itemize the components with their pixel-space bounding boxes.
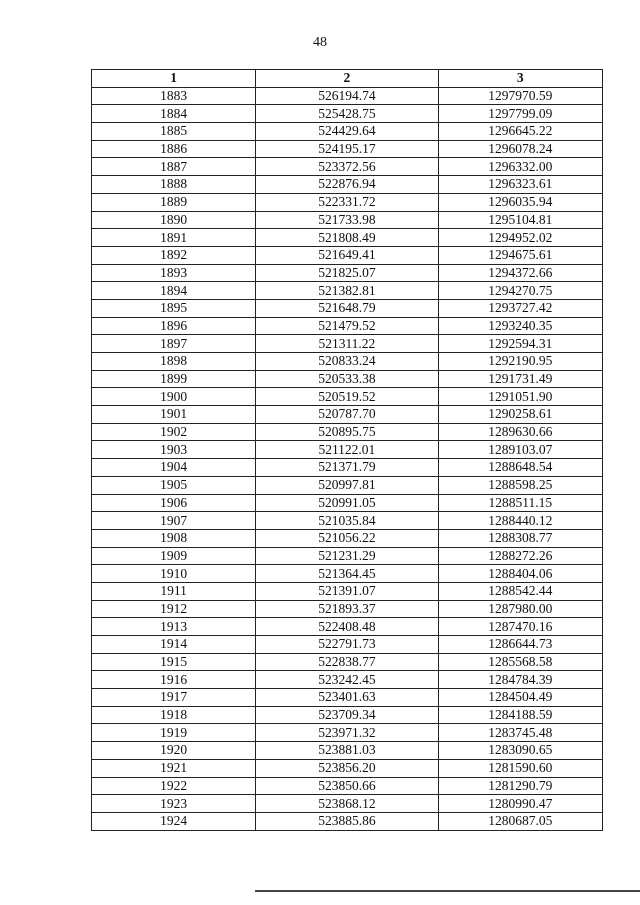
y-coordinate-cell: 1283745.48	[438, 724, 602, 742]
x-coordinate-cell: 524195.17	[256, 140, 438, 158]
x-coordinate-cell: 520991.05	[256, 494, 438, 512]
y-coordinate-cell: 1296332.00	[438, 158, 602, 176]
table-row	[92, 388, 603, 406]
y-coordinate-cell: 1294270.75	[438, 282, 602, 300]
point-number-cell: 1902	[92, 423, 256, 441]
x-coordinate-cell: 525428.75	[256, 105, 438, 123]
point-number-cell: 1920	[92, 742, 256, 760]
point-number-cell: 1897	[92, 335, 256, 353]
point-number-cell: 1891	[92, 229, 256, 247]
y-coordinate-cell: 1290258.61	[438, 406, 602, 424]
table-row	[92, 423, 603, 441]
table-row	[92, 105, 603, 123]
x-coordinate-cell: 522838.77	[256, 653, 438, 671]
point-number-cell: 1883	[92, 87, 256, 105]
x-coordinate-cell: 522408.48	[256, 618, 438, 636]
table-body	[92, 87, 603, 830]
table-row	[92, 671, 603, 689]
table-row	[92, 353, 603, 371]
table-row	[92, 777, 603, 795]
x-coordinate-cell: 523971.32	[256, 724, 438, 742]
x-coordinate-cell: 521035.84	[256, 512, 438, 530]
point-number-cell: 1904	[92, 459, 256, 477]
x-coordinate-cell: 520787.70	[256, 406, 438, 424]
x-coordinate-cell: 521311.22	[256, 335, 438, 353]
table-row	[92, 795, 603, 813]
y-coordinate-cell: 1296078.24	[438, 140, 602, 158]
table-row	[92, 441, 603, 459]
x-coordinate-cell: 523372.56	[256, 158, 438, 176]
point-number-cell: 1910	[92, 565, 256, 583]
point-number-cell: 1905	[92, 476, 256, 494]
x-coordinate-cell: 522331.72	[256, 193, 438, 211]
y-coordinate-cell: 1284188.59	[438, 706, 602, 724]
point-number-cell: 1886	[92, 140, 256, 158]
header-row	[92, 70, 603, 88]
table-row	[92, 759, 603, 777]
table-row	[92, 476, 603, 494]
x-coordinate-cell: 521231.29	[256, 547, 438, 565]
y-coordinate-cell: 1288598.25	[438, 476, 602, 494]
point-number-cell: 1912	[92, 600, 256, 618]
x-coordinate-cell: 520895.75	[256, 423, 438, 441]
x-coordinate-cell: 523856.20	[256, 759, 438, 777]
point-number-cell: 1906	[92, 494, 256, 512]
x-coordinate-cell: 521893.37	[256, 600, 438, 618]
point-number-cell: 1887	[92, 158, 256, 176]
bottom-edge-line	[255, 890, 640, 892]
y-coordinate-cell: 1288440.12	[438, 512, 602, 530]
table-row	[92, 653, 603, 671]
point-number-cell: 1923	[92, 795, 256, 813]
point-number-cell: 1885	[92, 123, 256, 141]
x-coordinate-cell: 521825.07	[256, 264, 438, 282]
y-coordinate-cell: 1293727.42	[438, 299, 602, 317]
column-header-3: 3	[438, 70, 602, 88]
x-coordinate-cell: 521371.79	[256, 459, 438, 477]
y-coordinate-cell: 1281290.79	[438, 777, 602, 795]
point-number-cell: 1896	[92, 317, 256, 335]
point-number-cell: 1907	[92, 512, 256, 530]
point-number-cell: 1916	[92, 671, 256, 689]
point-number-cell: 1890	[92, 211, 256, 229]
y-coordinate-cell: 1292594.31	[438, 335, 602, 353]
x-coordinate-cell: 520997.81	[256, 476, 438, 494]
table-row	[92, 370, 603, 388]
table-row	[92, 582, 603, 600]
point-number-cell: 1898	[92, 353, 256, 371]
point-number-cell: 1894	[92, 282, 256, 300]
table-row	[92, 211, 603, 229]
point-number-cell: 1900	[92, 388, 256, 406]
x-coordinate-cell: 524429.64	[256, 123, 438, 141]
x-coordinate-cell: 523881.03	[256, 742, 438, 760]
column-header-2: 2	[256, 70, 438, 88]
table-row	[92, 140, 603, 158]
x-coordinate-cell: 521364.45	[256, 565, 438, 583]
y-coordinate-cell: 1294372.66	[438, 264, 602, 282]
y-coordinate-cell: 1296323.61	[438, 176, 602, 194]
table-row	[92, 512, 603, 530]
column-header-1: 1	[92, 70, 256, 88]
x-coordinate-cell: 521122.01	[256, 441, 438, 459]
point-number-cell: 1893	[92, 264, 256, 282]
table-row	[92, 459, 603, 477]
y-coordinate-cell: 1293240.35	[438, 317, 602, 335]
table-row	[92, 87, 603, 105]
y-coordinate-cell: 1296035.94	[438, 193, 602, 211]
y-coordinate-cell: 1289630.66	[438, 423, 602, 441]
x-coordinate-cell: 522791.73	[256, 636, 438, 654]
y-coordinate-cell: 1291731.49	[438, 370, 602, 388]
point-number-cell: 1915	[92, 653, 256, 671]
y-coordinate-cell: 1297970.59	[438, 87, 602, 105]
point-number-cell: 1921	[92, 759, 256, 777]
table-row	[92, 335, 603, 353]
x-coordinate-cell: 523885.86	[256, 812, 438, 830]
x-coordinate-cell: 523850.66	[256, 777, 438, 795]
point-number-cell: 1918	[92, 706, 256, 724]
table-row	[92, 282, 603, 300]
table-row	[92, 264, 603, 282]
table-row	[92, 689, 603, 707]
x-coordinate-cell: 521648.79	[256, 299, 438, 317]
y-coordinate-cell: 1288648.54	[438, 459, 602, 477]
x-coordinate-cell: 523868.12	[256, 795, 438, 813]
point-number-cell: 1914	[92, 636, 256, 654]
y-coordinate-cell: 1288308.77	[438, 529, 602, 547]
point-number-cell: 1899	[92, 370, 256, 388]
point-number-cell: 1901	[92, 406, 256, 424]
x-coordinate-cell: 520833.24	[256, 353, 438, 371]
page-number: 48	[313, 35, 327, 50]
table-row	[92, 176, 603, 194]
y-coordinate-cell: 1288404.06	[438, 565, 602, 583]
table-row	[92, 193, 603, 211]
point-number-cell: 1884	[92, 105, 256, 123]
table-row	[92, 636, 603, 654]
x-coordinate-cell: 521808.49	[256, 229, 438, 247]
table-row	[92, 724, 603, 742]
y-coordinate-cell: 1280687.05	[438, 812, 602, 830]
point-number-cell: 1924	[92, 812, 256, 830]
y-coordinate-cell: 1286644.73	[438, 636, 602, 654]
table-row	[92, 706, 603, 724]
y-coordinate-cell: 1294675.61	[438, 246, 602, 264]
table-header	[92, 70, 603, 88]
x-coordinate-cell: 521479.52	[256, 317, 438, 335]
x-coordinate-cell: 523401.63	[256, 689, 438, 707]
x-coordinate-cell: 521382.81	[256, 282, 438, 300]
y-coordinate-cell: 1295104.81	[438, 211, 602, 229]
point-number-cell: 1895	[92, 299, 256, 317]
y-coordinate-cell: 1280990.47	[438, 795, 602, 813]
table-row	[92, 494, 603, 512]
point-number-cell: 1913	[92, 618, 256, 636]
point-number-cell: 1903	[92, 441, 256, 459]
y-coordinate-cell: 1288542.44	[438, 582, 602, 600]
y-coordinate-cell: 1288272.26	[438, 547, 602, 565]
point-number-cell: 1909	[92, 547, 256, 565]
point-number-cell: 1922	[92, 777, 256, 795]
y-coordinate-cell: 1284784.39	[438, 671, 602, 689]
table-row	[92, 158, 603, 176]
y-coordinate-cell: 1285568.58	[438, 653, 602, 671]
y-coordinate-cell: 1289103.07	[438, 441, 602, 459]
x-coordinate-cell: 526194.74	[256, 87, 438, 105]
point-number-cell: 1888	[92, 176, 256, 194]
table-row	[92, 547, 603, 565]
x-coordinate-cell: 521056.22	[256, 529, 438, 547]
point-number-cell: 1919	[92, 724, 256, 742]
point-number-cell: 1911	[92, 582, 256, 600]
table-row	[92, 529, 603, 547]
point-number-cell: 1892	[92, 246, 256, 264]
y-coordinate-cell: 1291051.90	[438, 388, 602, 406]
x-coordinate-cell: 522876.94	[256, 176, 438, 194]
table-row	[92, 565, 603, 583]
table-row	[92, 600, 603, 618]
y-coordinate-cell: 1296645.22	[438, 123, 602, 141]
x-coordinate-cell: 523709.34	[256, 706, 438, 724]
y-coordinate-cell: 1287470.16	[438, 618, 602, 636]
table-row	[92, 406, 603, 424]
y-coordinate-cell: 1297799.09	[438, 105, 602, 123]
x-coordinate-cell: 521649.41	[256, 246, 438, 264]
table-row	[92, 246, 603, 264]
table-row	[92, 742, 603, 760]
table-row	[92, 229, 603, 247]
table-row	[92, 618, 603, 636]
coordinates-table	[91, 69, 603, 831]
table-row	[92, 299, 603, 317]
x-coordinate-cell: 523242.45	[256, 671, 438, 689]
point-number-cell: 1917	[92, 689, 256, 707]
y-coordinate-cell: 1292190.95	[438, 353, 602, 371]
table-row	[92, 812, 603, 830]
x-coordinate-cell: 520533.38	[256, 370, 438, 388]
point-number-cell: 1889	[92, 193, 256, 211]
table-row	[92, 317, 603, 335]
table-row	[92, 123, 603, 141]
y-coordinate-cell: 1287980.00	[438, 600, 602, 618]
x-coordinate-cell: 521391.07	[256, 582, 438, 600]
x-coordinate-cell: 521733.98	[256, 211, 438, 229]
x-coordinate-cell: 520519.52	[256, 388, 438, 406]
y-coordinate-cell: 1288511.15	[438, 494, 602, 512]
y-coordinate-cell: 1284504.49	[438, 689, 602, 707]
y-coordinate-cell: 1294952.02	[438, 229, 602, 247]
y-coordinate-cell: 1283090.65	[438, 742, 602, 760]
point-number-cell: 1908	[92, 529, 256, 547]
y-coordinate-cell: 1281590.60	[438, 759, 602, 777]
